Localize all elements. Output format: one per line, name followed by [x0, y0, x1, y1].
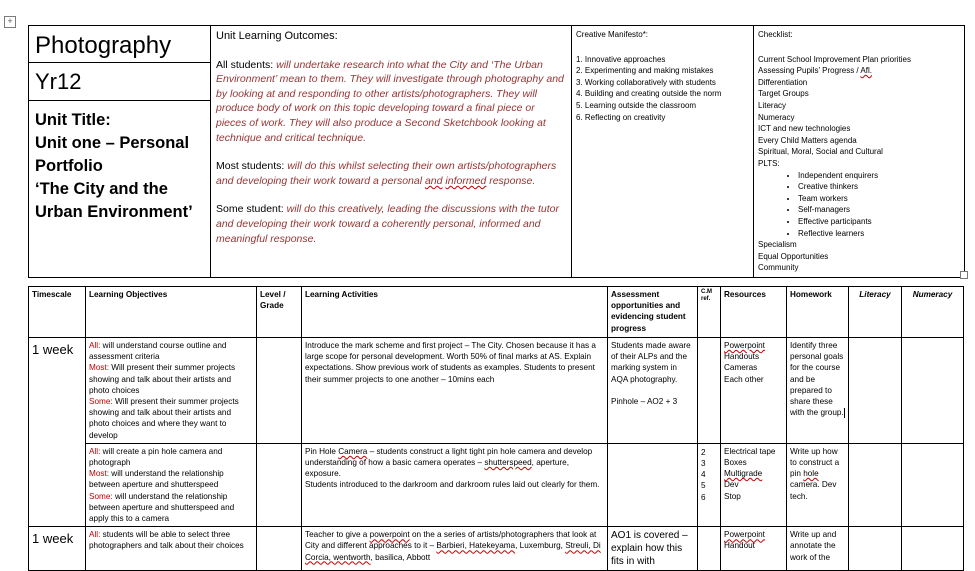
list-item: 1. Innovative approaches — [576, 54, 666, 64]
header-assessment: Assessment opportunities and evidencing student progress — [608, 287, 698, 338]
activity-text: , aperture, exposure. — [305, 458, 569, 479]
resource-item: Each other — [724, 374, 764, 384]
row3-assessment: AO1 is covered – explain how this fits in with — [608, 527, 698, 571]
row3-numeracy — [902, 527, 964, 571]
creative-manifesto-cell — [572, 26, 754, 278]
unit-title-block — [29, 101, 210, 224]
list-item: Target Groups — [758, 89, 809, 99]
outcome-most — [216, 159, 566, 188]
list-item: PLTS: — [758, 158, 780, 168]
label-some: Some: — [89, 397, 113, 407]
row3-level — [257, 527, 302, 571]
header-cm: C.M ref. — [698, 287, 721, 338]
homework-text: Write up how to construct a pin — [790, 446, 840, 479]
list-item: • Effective participants — [798, 216, 960, 228]
activity-text: – students construct a light tight pin hole camera and develop understanding of how a basic camera operates – — [305, 446, 593, 468]
activity-camera: Camera — [338, 446, 368, 456]
list-item: Current School Improvement Plan priorities — [758, 54, 911, 64]
row1-level — [257, 338, 302, 444]
row3-literacy — [849, 527, 902, 571]
header-numeracy: Numeracy — [902, 287, 964, 338]
list-item: Numeracy — [758, 112, 795, 122]
activity-names2: Streuli, Di Corcia, wentworth — [305, 541, 601, 562]
outcome-most-text: will do this whilst selecting their own artists/photographers and developing their work toward a personal — [216, 160, 557, 187]
list-item: 4. Building and creating outside the norm — [576, 89, 722, 99]
label-all: All: — [89, 446, 101, 456]
activity-text: Pin Hole — [305, 446, 339, 456]
manifesto-list — [576, 54, 749, 124]
resource-item: Multigrade — [724, 469, 763, 479]
table-header-row — [29, 287, 964, 338]
table-row — [29, 338, 964, 444]
row2-activities — [302, 443, 608, 526]
list-item: • Reflective learners — [798, 228, 960, 240]
list-item: Literacy — [758, 100, 787, 110]
row1-timescale: 1 week — [29, 338, 86, 527]
header-timescale: Timescale — [29, 287, 86, 338]
text-cursor — [844, 408, 845, 418]
learning-outcomes-cell — [211, 26, 572, 278]
row1-numeracy — [902, 338, 964, 444]
row2-resources — [721, 443, 787, 526]
activity-text: Students introduced to the darkroom and darkroom rules laid out clearly for them. — [305, 480, 600, 490]
activity-ppt: powerpoint — [369, 530, 410, 540]
checklist-items — [758, 54, 960, 274]
resource-item: Cameras — [724, 363, 758, 373]
activity-names: Barbieri, Hatekeyama — [436, 541, 516, 551]
row2-cm — [698, 443, 721, 526]
outcome-some — [216, 202, 566, 246]
list-item: Community — [758, 263, 799, 273]
header-homework: Homework — [787, 287, 849, 338]
cm-ref: 6 — [701, 492, 706, 502]
row2-objectives — [86, 443, 257, 526]
plts-list — [758, 170, 960, 240]
outcome-some-label: Some student: — [216, 203, 284, 216]
list-item: • Self-managers — [798, 204, 960, 216]
outcome-most-informed: informed — [445, 174, 487, 187]
row3-cm — [698, 527, 721, 571]
row1-homework[interactable] — [787, 338, 849, 444]
lesson-plan-table — [28, 286, 964, 571]
list-item: 3. Working collaboratively with students — [576, 77, 716, 87]
activity-text: Teacher to give a — [305, 530, 370, 540]
list-item: Differentiation — [758, 77, 808, 87]
obj-text: Will present their summer projects showing and talk about their artists and photo choices and where they want to develop — [89, 397, 239, 440]
activity-text: on the a series of artists/photographers that look at City and different approaches to it – — [305, 530, 597, 551]
row3-resources — [721, 527, 787, 571]
list-item: 5. Learning outside the classroom — [576, 100, 697, 110]
resource-item: Electrical tape — [724, 446, 776, 456]
row1-resources — [721, 338, 787, 444]
header-objectives: Learning Objectives — [86, 287, 257, 338]
label-all: All: — [89, 530, 101, 540]
unit-name: Unit one – Personal Portfolio — [35, 134, 190, 175]
table-row — [29, 527, 964, 571]
assessment-text: Students made aware of their ALPs and the marking system in AQA photography. — [611, 341, 691, 384]
table-row — [29, 443, 964, 526]
obj-text: Will present their summer projects showing and talk about their artists and photo choices — [89, 363, 236, 395]
resource-item: Dev — [724, 480, 739, 490]
outcome-most-end: response. — [486, 174, 536, 187]
row2-literacy — [849, 443, 902, 526]
header-activities: Learning Activities — [302, 287, 608, 338]
list-item: • Independent enquirers — [798, 170, 960, 182]
row1-assessment — [608, 338, 698, 444]
resource-item: Handouts — [724, 352, 760, 362]
unit-title-label: Unit Title: — [35, 111, 111, 129]
label-all: All: — [89, 341, 101, 350]
table-resize-handle-icon[interactable] — [960, 271, 968, 279]
list-item: 2. Experimenting and making mistakes — [576, 66, 714, 76]
table-move-handle-icon[interactable]: + — [4, 16, 16, 28]
year-group: Yr12 — [29, 63, 210, 101]
cm-ref: 4 — [701, 470, 706, 480]
activity-text: , basilica, Abbott — [370, 552, 431, 562]
checklist-cell — [754, 26, 965, 278]
list-item: Every Child Matters agenda — [758, 135, 857, 145]
row1-literacy — [849, 338, 902, 444]
list-item — [758, 65, 960, 77]
row2-numeracy — [902, 443, 964, 526]
outcome-all-text: will undertake research into what the City and ‘The Urban Environment’ mean to them. They will investigate through photography and by looking at and responding to other artists/photographers. They will produce body of work on this topic developing toward a final piece or pieces of work. They will also produce a Second Sketchbook looking at technique and critical technique. — [216, 58, 564, 144]
homework-text: camera. Dev tech. — [790, 480, 837, 501]
resource-item: Stop — [724, 491, 741, 501]
outcome-most-and: and — [424, 174, 443, 187]
unit-subtitle: ‘The City and the Urban Environment’ — [35, 180, 193, 221]
outcome-all — [216, 58, 566, 146]
row1-cm — [698, 338, 721, 444]
row3-objectives — [86, 527, 257, 571]
cm-ref: 2 — [701, 447, 706, 457]
row2-assessment — [608, 443, 698, 526]
row3-activities — [302, 527, 608, 571]
resource-item: Handout — [724, 541, 755, 551]
outcome-most-label: Most students: — [216, 160, 285, 173]
title-cell — [29, 26, 211, 278]
list-item: • Team workers — [798, 193, 960, 205]
unit-overview-table — [28, 25, 965, 278]
outcomes-heading: Unit Learning Outcomes: — [216, 30, 338, 42]
obj-text: will understand course outline and assessment criteria — [89, 341, 227, 362]
header-literacy: Literacy — [849, 287, 902, 338]
header-resources: Resources — [721, 287, 787, 338]
manifesto-heading: Creative Manifesto*: — [576, 30, 649, 39]
homework-text: Identify three personal goals for the course and be prepared to share these with the group. — [790, 341, 844, 418]
obj-text: will create a pin hole camera and photograph — [89, 446, 223, 468]
checklist-app-label: Assessing Pupils’ Progress / — [758, 66, 861, 76]
list-item: • Creative thinkers — [798, 181, 960, 193]
activity-text: , Luxemburg, — [515, 541, 566, 551]
resource-item: Powerpoint — [724, 530, 765, 540]
row3-timescale: 1 week — [29, 527, 86, 571]
list-item: Equal Opportunities — [758, 251, 829, 261]
row3-homework: Write up and annotate the work of the — [787, 527, 849, 571]
row1-activities: Introduce the mark scheme and first project – The City. Chosen because it has a large scope for personal development. Worth 50% of final marks at AS. Explain expectations. Show previous work of students as examples. Students to present their summer projects to one another – 10mins each — [302, 338, 608, 444]
label-most: Most: — [89, 363, 110, 373]
list-item: Specialism — [758, 240, 797, 250]
obj-text: students will be able to select three photographers and talk about their choices — [89, 530, 244, 551]
row1-objectives — [86, 338, 257, 444]
page-title: Photography — [29, 26, 210, 63]
checklist-heading: Checklist: — [758, 30, 793, 39]
resource-item: Boxes — [724, 458, 747, 468]
resource-item: Powerpoint — [724, 341, 765, 350]
homework-hole: hole — [803, 469, 819, 479]
checklist-afl: Afl. — [860, 66, 872, 76]
label-some: Some: — [89, 491, 113, 501]
assessment-pinhole: Pinhole – AO2 + 3 — [611, 396, 678, 406]
list-item: Spiritual, Moral, Social and Cultural — [758, 147, 883, 157]
obj-text: will understand the relationship between aperture and shutterspeed and apply this to a camera — [89, 491, 235, 524]
label-most: Most: — [89, 469, 110, 479]
activity-shutter: shutterspeed — [484, 458, 532, 468]
outcome-some-text: will do this creatively, leading the discussions with the tutor and developing their work toward a coherently personal, informed and meaningful response. — [216, 203, 559, 245]
list-item: ICT and new technologies — [758, 124, 851, 134]
row2-level — [257, 443, 302, 526]
outcome-all-label: All students: — [216, 58, 274, 71]
row2-homework — [787, 443, 849, 526]
list-item: 6. Reflecting on creativity — [576, 112, 666, 122]
cm-ref: 5 — [701, 481, 706, 491]
cm-ref: 3 — [701, 459, 706, 469]
header-level: Level / Grade — [257, 287, 302, 338]
obj-text: will understand the relationship between aperture and shutterspeed — [89, 469, 224, 490]
